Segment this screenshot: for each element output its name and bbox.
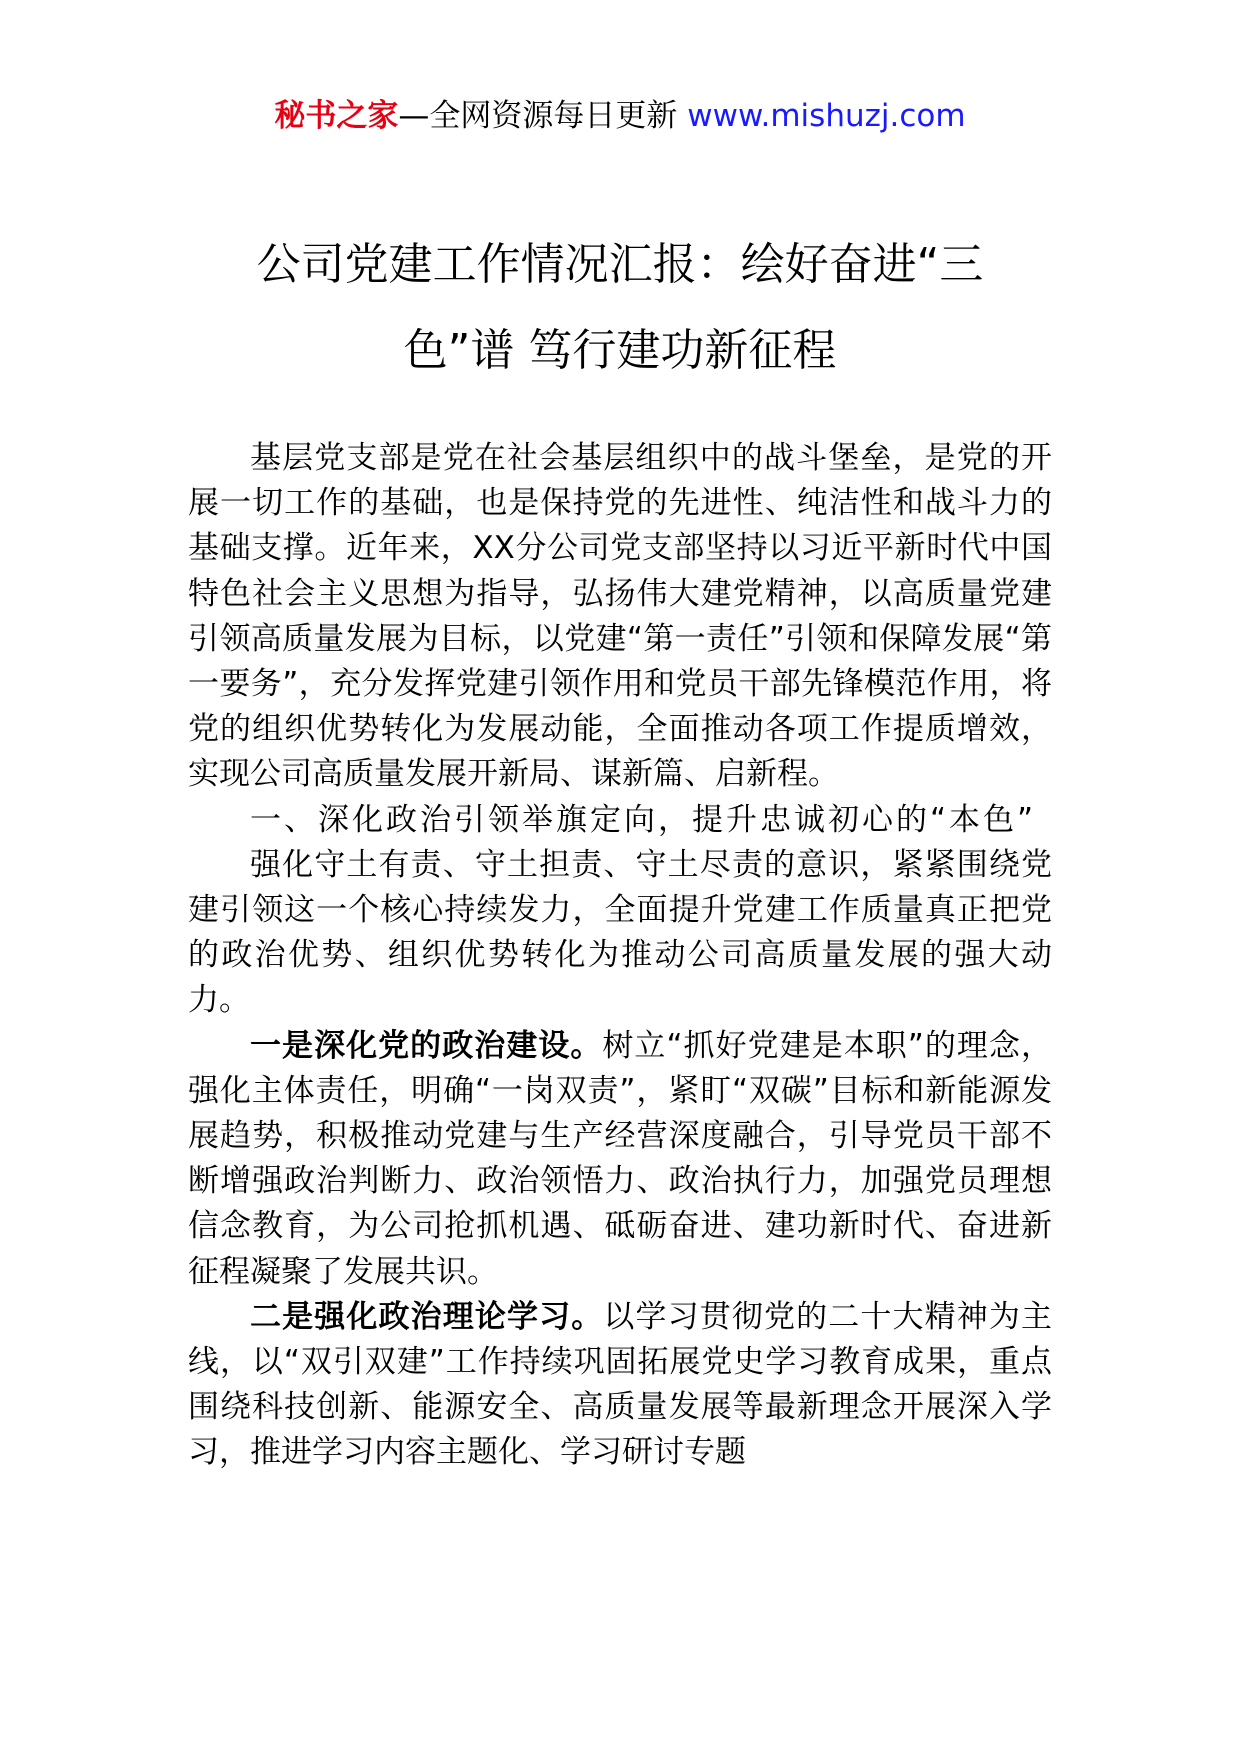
document-body xyxy=(188,436,1052,1476)
page-header xyxy=(0,96,1240,136)
point-2-text: 以学习贯彻党的二十大精神为主线，以“双引双建”工作持续巩固拓展党史学习教育成果，重点围绕科技创新、能源安全、高质量发展等最新理念开展深入学习，推进学习内容主题化、学习研讨专题 xyxy=(188,1298,1052,1471)
title-line-2: 色”谱 笃行建功新征程 xyxy=(403,325,837,376)
header-tagline: —全网资源每日更新 xyxy=(398,98,678,134)
point-1-paragraph xyxy=(188,1024,1052,1295)
site-url-link[interactable]: www.mishuzj.com xyxy=(687,98,966,134)
point-1-lead: 一是深化党的政治建设。 xyxy=(250,1027,603,1064)
point-1-text: 树立“抓好党建是本职”的理念，强化主体责任，明确“一岗双责”，紧盯“双碳”目标和新能源发展趋势，积极推动党建与生产经营深度融合，引导党员干部不断增强政治判断力、政治领悟力、政治执行力，加强党员理想信念教育，为公司抢抓机遇、砥砺奋进、建功新时代、奋进新征程凝聚了发展共识。 xyxy=(188,1027,1052,1290)
point-2-paragraph xyxy=(188,1295,1052,1476)
title-line-1: 公司党建工作情况汇报：绘好奋进“三 xyxy=(256,239,984,290)
section-1-intro-paragraph: 强化守土有责、守土担责、守土尽责的意识，紧紧围绕党建引领这一个核心持续发力，全面提升党建工作质量真正把党的政治优势、组织优势转化为推动公司高质量发展的强大动力。 xyxy=(188,846,1052,1019)
document-title xyxy=(0,222,1240,394)
intro-paragraph: 基层党支部是党在社会基层组织中的战斗堡垒，是党的开展一切工作的基础，也是保持党的先进性、纯洁性和战斗力的基础支撑。近年来，XX分公司党支部坚持以习近平新时代中国特色社会主义思想为指导，弘扬伟大建党精神，以高质量党建引领高质量发展为目标，以党建“第一责任”引领和保障发展“第一要务”，充分发挥党建引领作用和党员干部先锋模范作用，将党的组织优势转化为发展动能，全面推动各项工作提质增效，实现公司高质量发展开新局、谋新篇、启新程。 xyxy=(188,440,1052,793)
point-2-lead: 二是强化政治理论学习。 xyxy=(250,1298,604,1335)
brand-name[interactable]: 秘书之家 xyxy=(274,98,399,134)
section-heading-1: 一、深化政治引领举旗定向，提升忠诚初心的“本色” xyxy=(250,801,1037,838)
